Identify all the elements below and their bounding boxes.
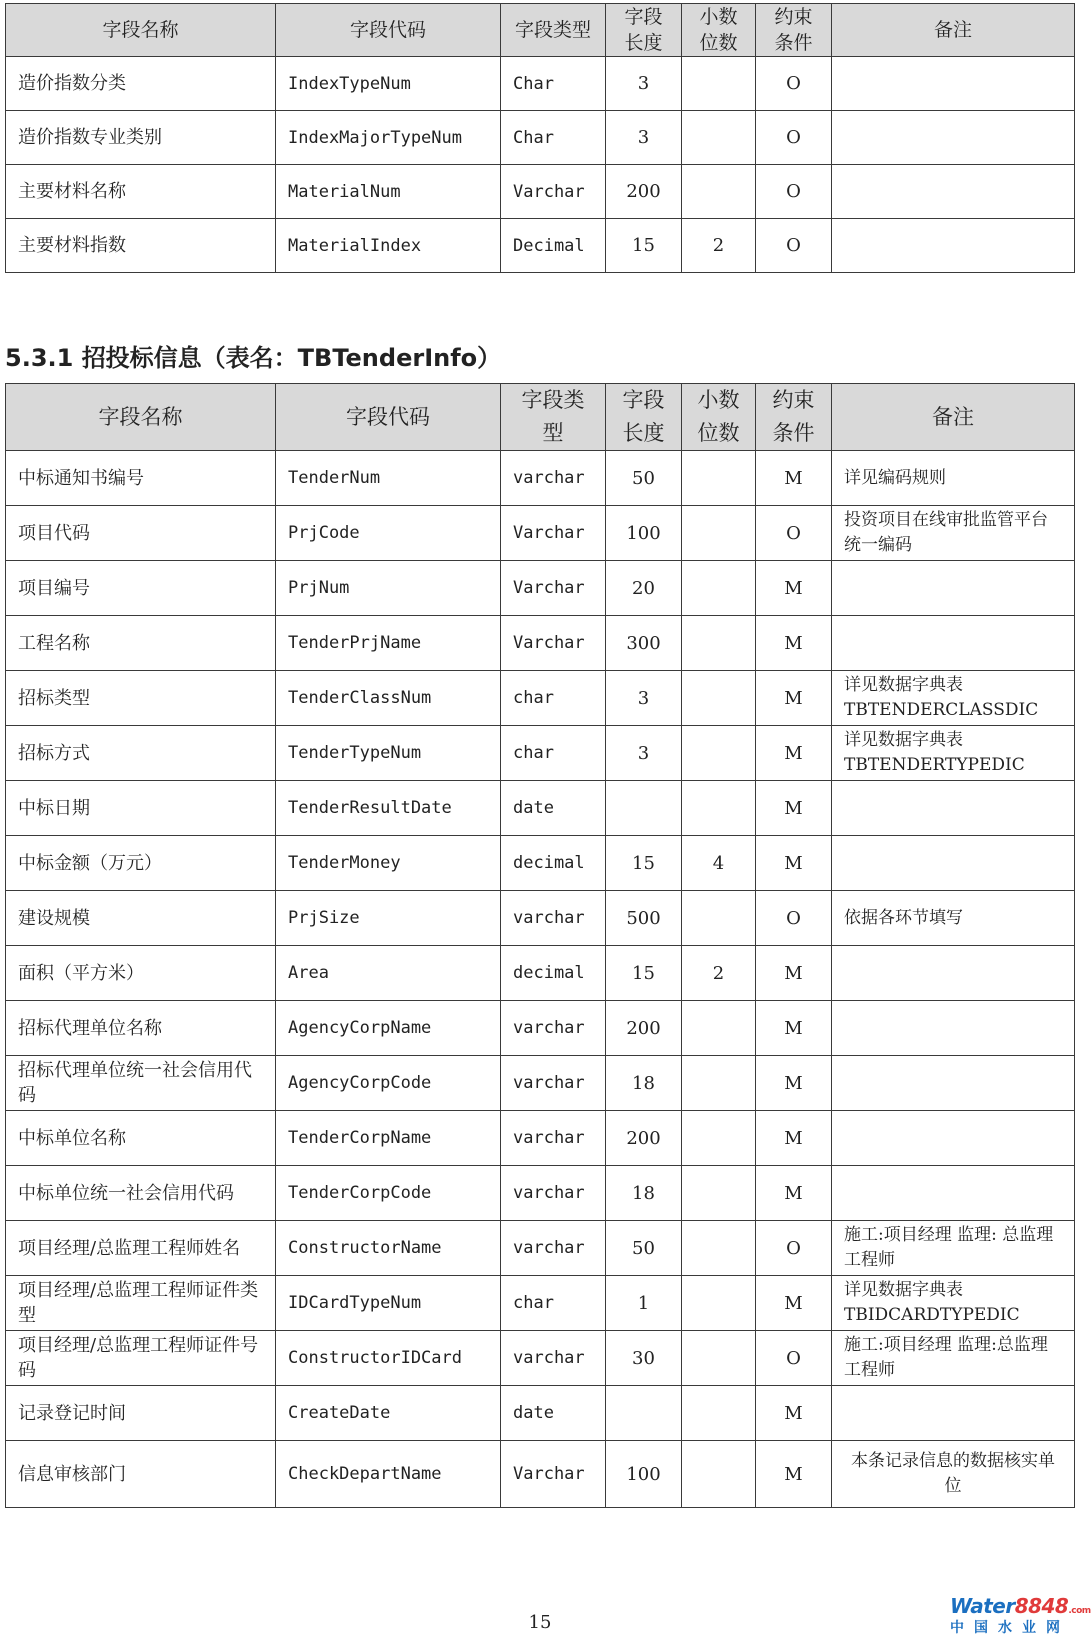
table-row [6, 219, 1075, 273]
cell-remark [832, 781, 1075, 836]
cell-field-code: CheckDepartName [276, 1441, 501, 1508]
cell-constraint: O [756, 111, 832, 165]
cell-field-type: char [501, 671, 606, 726]
cell-field-code: PrjSize [276, 891, 501, 946]
cell-constraint: O [756, 165, 832, 219]
table-row [6, 781, 1075, 836]
cell-remark [832, 561, 1075, 616]
cell-decimal-places [682, 506, 756, 561]
table-body [6, 451, 1075, 1508]
header-constraint: 约束条件 [756, 4, 832, 57]
cell-field-name: 主要材料指数 [6, 219, 276, 273]
cell-field-length: 200 [606, 1111, 682, 1166]
header-field-length: 字段长度 [606, 384, 682, 451]
cell-remark: 本条记录信息的数据核实单位 [832, 1441, 1075, 1508]
cell-constraint: M [756, 561, 832, 616]
cell-field-type: varchar [501, 891, 606, 946]
cell-field-name: 建设规模 [6, 891, 276, 946]
watermark-brand [950, 1594, 1091, 1618]
header-field-name: 字段名称 [6, 384, 276, 451]
cell-decimal-places [682, 111, 756, 165]
cell-decimal-places [682, 891, 756, 946]
cell-field-name: 招标类型 [6, 671, 276, 726]
cell-field-length: 200 [606, 1001, 682, 1056]
cell-remark: 详见数据字典表 TBIDCARDTYPEDIC [832, 1276, 1075, 1331]
cell-field-code: CreateDate [276, 1386, 501, 1441]
cell-constraint: M [756, 451, 832, 506]
cell-remark [832, 219, 1075, 273]
cell-field-length: 100 [606, 1441, 682, 1508]
cell-decimal-places: 4 [682, 836, 756, 891]
cell-field-name: 招标代理单位统一社会信用代码 [6, 1056, 276, 1111]
cell-field-length: 15 [606, 946, 682, 1001]
cell-remark [832, 1056, 1075, 1111]
cell-field-name: 造价指数分类 [6, 57, 276, 111]
cell-remark: 依据各环节填写 [832, 891, 1075, 946]
cell-field-length: 500 [606, 891, 682, 946]
cell-field-length: 15 [606, 219, 682, 273]
table-row [6, 616, 1075, 671]
cell-remark: 施工:项目经理 监理: 总监理工程师 [832, 1221, 1075, 1276]
cell-field-type: Varchar [501, 165, 606, 219]
cell-field-type: decimal [501, 836, 606, 891]
cell-decimal-places [682, 1221, 756, 1276]
cell-remark: 详见数据字典表 TBTENDERTYPEDIC [832, 726, 1075, 781]
cell-decimal-places [682, 1056, 756, 1111]
cell-field-name: 工程名称 [6, 616, 276, 671]
table-row [6, 1001, 1075, 1056]
table-row [6, 671, 1075, 726]
cell-field-code: AgencyCorpName [276, 1001, 501, 1056]
header-field-code: 字段代码 [276, 384, 501, 451]
cell-field-type: Varchar [501, 1441, 606, 1508]
cell-field-length: 300 [606, 616, 682, 671]
cell-field-type: Decimal [501, 219, 606, 273]
watermark-brand-word: Water [950, 1594, 1015, 1618]
header-decimal-places: 小数位数 [682, 4, 756, 57]
cell-field-name: 招标方式 [6, 726, 276, 781]
cell-remark [832, 1001, 1075, 1056]
cell-constraint: M [756, 726, 832, 781]
table-row [6, 891, 1075, 946]
cell-field-code: TenderTypeNum [276, 726, 501, 781]
cell-decimal-places [682, 561, 756, 616]
cell-remark [832, 57, 1075, 111]
cell-decimal-places [682, 1386, 756, 1441]
cell-field-code: MaterialNum [276, 165, 501, 219]
cell-field-name: 项目经理/总监理工程师姓名 [6, 1221, 276, 1276]
cell-decimal-places: 2 [682, 219, 756, 273]
cell-field-name: 项目代码 [6, 506, 276, 561]
cell-field-length: 1 [606, 1276, 682, 1331]
cell-constraint: O [756, 891, 832, 946]
table-row [6, 451, 1075, 506]
cell-remark [832, 1166, 1075, 1221]
cell-remark: 施工:项目经理 监理:总监理工程师 [832, 1331, 1075, 1386]
cell-remark [832, 836, 1075, 891]
header-remark: 备注 [832, 384, 1075, 451]
cell-decimal-places [682, 726, 756, 781]
cell-field-type: varchar [501, 1221, 606, 1276]
spec-table-2 [5, 383, 1075, 1508]
cell-field-type: Varchar [501, 616, 606, 671]
watermark-logo [950, 1594, 1091, 1638]
cell-field-length: 100 [606, 506, 682, 561]
cell-constraint: O [756, 57, 832, 111]
table-header-row [6, 384, 1075, 451]
table-header-row [6, 4, 1075, 57]
table-row [6, 561, 1075, 616]
cell-field-length: 50 [606, 451, 682, 506]
cell-field-length: 50 [606, 1221, 682, 1276]
cell-constraint: M [756, 671, 832, 726]
cell-remark [832, 1111, 1075, 1166]
cell-field-code: TenderNum [276, 451, 501, 506]
header-field-name: 字段名称 [6, 4, 276, 57]
cell-constraint: M [756, 1276, 832, 1331]
section-title: 5.3.1 招投标信息（表名：TBTenderInfo） [5, 344, 502, 372]
cell-decimal-places [682, 616, 756, 671]
cell-constraint: M [756, 1441, 832, 1508]
cell-field-code: TenderCorpName [276, 1111, 501, 1166]
cell-field-code: IndexMajorTypeNum [276, 111, 501, 165]
cell-constraint: M [756, 616, 832, 671]
cell-field-code: TenderPrjName [276, 616, 501, 671]
cell-decimal-places [682, 1276, 756, 1331]
cell-field-code: IDCardTypeNum [276, 1276, 501, 1331]
cell-field-name: 造价指数专业类别 [6, 111, 276, 165]
cell-field-type: Varchar [501, 506, 606, 561]
cell-constraint: O [756, 219, 832, 273]
table-row [6, 165, 1075, 219]
cell-decimal-places [682, 1166, 756, 1221]
cell-field-length: 20 [606, 561, 682, 616]
table-row [6, 1111, 1075, 1166]
cell-field-length: 200 [606, 165, 682, 219]
cell-constraint: M [756, 1056, 832, 1111]
header-constraint: 约束条件 [756, 384, 832, 451]
cell-field-type: char [501, 1276, 606, 1331]
cell-field-name: 项目经理/总监理工程师证件类型 [6, 1276, 276, 1331]
cell-field-code: TenderClassNum [276, 671, 501, 726]
cell-decimal-places [682, 451, 756, 506]
cell-field-length: 30 [606, 1331, 682, 1386]
table-row [6, 1441, 1075, 1508]
cell-constraint: M [756, 946, 832, 1001]
table-row [6, 1056, 1075, 1111]
cell-remark: 投资项目在线审批监管平台统一编码 [832, 506, 1075, 561]
cell-constraint: M [756, 1386, 832, 1441]
cell-decimal-places [682, 1001, 756, 1056]
cell-field-code: ConstructorName [276, 1221, 501, 1276]
cell-field-code: TenderMoney [276, 836, 501, 891]
cell-field-name: 信息审核部门 [6, 1441, 276, 1508]
header-field-type: 字段类型 [501, 384, 606, 451]
cell-field-code: PrjNum [276, 561, 501, 616]
cell-field-type: Char [501, 57, 606, 111]
table-row [6, 946, 1075, 1001]
cell-decimal-places: 2 [682, 946, 756, 1001]
cell-field-type: Char [501, 111, 606, 165]
cell-field-name: 招标代理单位名称 [6, 1001, 276, 1056]
cell-decimal-places [682, 57, 756, 111]
watermark-brand-number: 8848 [1014, 1594, 1069, 1618]
cell-constraint: O [756, 506, 832, 561]
cell-field-code: PrjCode [276, 506, 501, 561]
cell-field-length: 18 [606, 1166, 682, 1221]
cell-field-name: 中标单位名称 [6, 1111, 276, 1166]
cell-remark [832, 946, 1075, 1001]
cell-field-name: 中标金额（万元） [6, 836, 276, 891]
cell-field-length: 3 [606, 111, 682, 165]
cell-remark: 详见数据字典表 TBTENDERCLASSDIC [832, 671, 1075, 726]
cell-field-length: 3 [606, 57, 682, 111]
cell-decimal-places [682, 1331, 756, 1386]
cell-field-length: 18 [606, 1056, 682, 1111]
cell-field-type: char [501, 726, 606, 781]
header-field-length: 字段长度 [606, 4, 682, 57]
cell-field-name: 中标单位统一社会信用代码 [6, 1166, 276, 1221]
cell-remark [832, 616, 1075, 671]
cell-field-type: varchar [501, 1111, 606, 1166]
cell-remark [832, 1386, 1075, 1441]
cell-constraint: M [756, 1111, 832, 1166]
cell-decimal-places [682, 671, 756, 726]
cell-remark [832, 111, 1075, 165]
cell-remark [832, 165, 1075, 219]
cell-field-code: Area [276, 946, 501, 1001]
cell-constraint: O [756, 1221, 832, 1276]
cell-field-name: 主要材料名称 [6, 165, 276, 219]
cell-field-length [606, 781, 682, 836]
table-row [6, 1386, 1075, 1441]
watermark-brand-suffix: .com [1068, 1606, 1091, 1616]
table-row [6, 1276, 1075, 1331]
cell-constraint: M [756, 781, 832, 836]
cell-field-type: varchar [501, 1001, 606, 1056]
table-row [6, 1166, 1075, 1221]
cell-field-type: varchar [501, 1056, 606, 1111]
cell-field-name: 项目经理/总监理工程师证件号码 [6, 1331, 276, 1386]
table-row [6, 1331, 1075, 1386]
cell-field-type: date [501, 1386, 606, 1441]
cell-field-type: varchar [501, 451, 606, 506]
cell-remark: 详见编码规则 [832, 451, 1075, 506]
cell-field-code: IndexTypeNum [276, 57, 501, 111]
cell-decimal-places [682, 781, 756, 836]
table-row [6, 1221, 1075, 1276]
cell-decimal-places [682, 1111, 756, 1166]
cell-field-type: decimal [501, 946, 606, 1001]
cell-field-type: varchar [501, 1166, 606, 1221]
cell-field-type: Varchar [501, 561, 606, 616]
table-row [6, 57, 1075, 111]
cell-field-length: 3 [606, 671, 682, 726]
cell-constraint: M [756, 836, 832, 891]
cell-field-length: 15 [606, 836, 682, 891]
cell-field-name: 面积（平方米） [6, 946, 276, 1001]
cell-decimal-places [682, 1441, 756, 1508]
cell-field-code: ConstructorIDCard [276, 1331, 501, 1386]
cell-field-code: TenderResultDate [276, 781, 501, 836]
spec-table-1 [5, 3, 1075, 273]
header-field-type: 字段类型 [501, 4, 606, 57]
cell-field-name: 中标日期 [6, 781, 276, 836]
table-row [6, 726, 1075, 781]
cell-decimal-places [682, 165, 756, 219]
cell-field-length [606, 1386, 682, 1441]
cell-field-name: 中标通知书编号 [6, 451, 276, 506]
header-remark: 备注 [832, 4, 1075, 57]
watermark-subtitle: 中国水业网 [950, 1620, 1070, 1636]
table-row [6, 506, 1075, 561]
header-decimal-places: 小数位数 [682, 384, 756, 451]
table-row [6, 111, 1075, 165]
table-row [6, 836, 1075, 891]
cell-field-name: 记录登记时间 [6, 1386, 276, 1441]
cell-constraint: M [756, 1166, 832, 1221]
cell-field-code: MaterialIndex [276, 219, 501, 273]
cell-field-length: 3 [606, 726, 682, 781]
page-number: 15 [528, 1612, 552, 1633]
cell-field-code: AgencyCorpCode [276, 1056, 501, 1111]
cell-constraint: O [756, 1331, 832, 1386]
cell-constraint: M [756, 1001, 832, 1056]
table-body [6, 57, 1075, 273]
cell-field-code: TenderCorpCode [276, 1166, 501, 1221]
cell-field-type: varchar [501, 1331, 606, 1386]
header-field-code: 字段代码 [276, 4, 501, 57]
cell-field-type: date [501, 781, 606, 836]
cell-field-name: 项目编号 [6, 561, 276, 616]
